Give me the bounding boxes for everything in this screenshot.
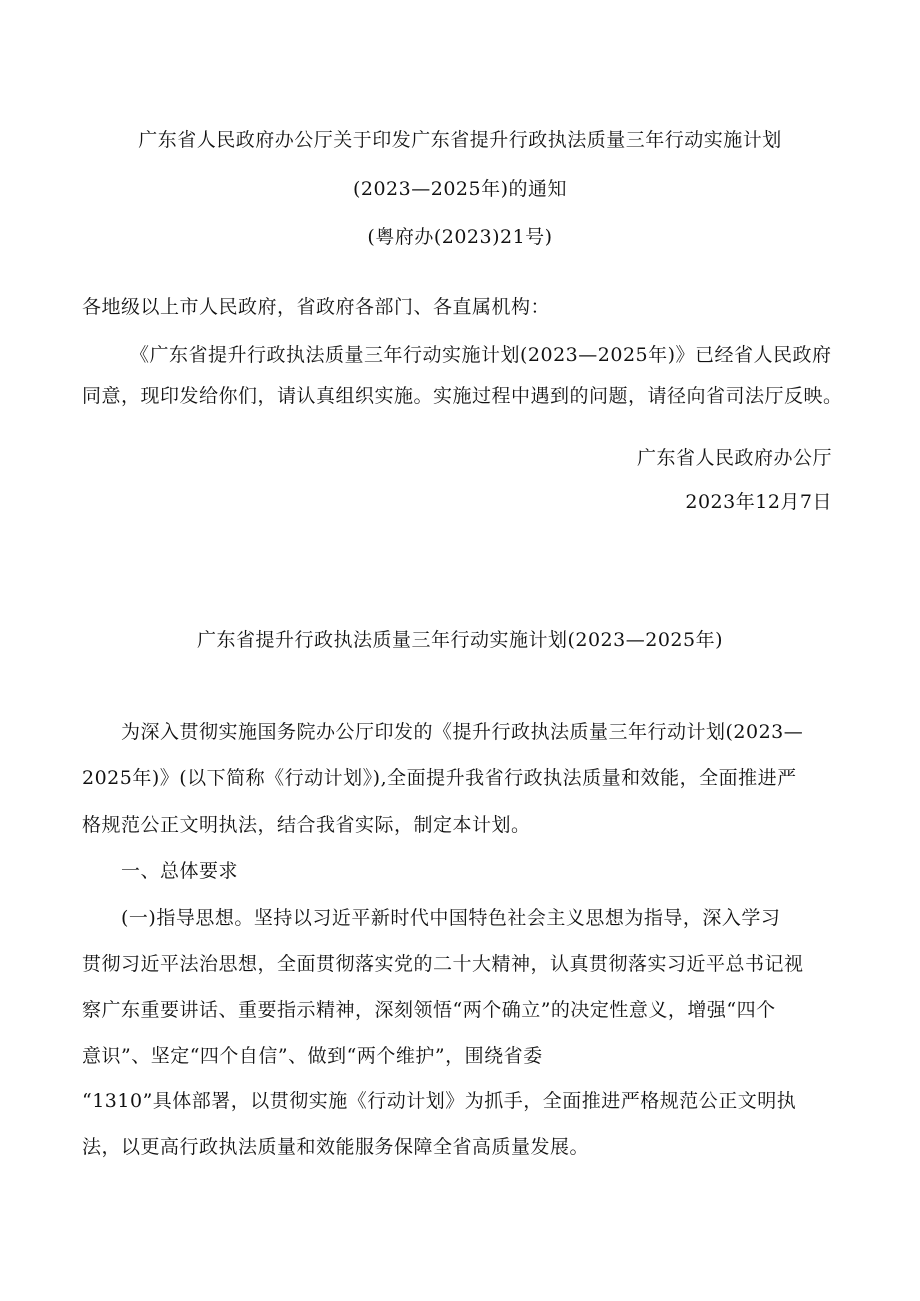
guiding-thought-line-6: 法，以更高行政执法质量和效能服务保障全省高质量发展。 bbox=[82, 1136, 590, 1158]
guiding-thought-line-3: 察广东重要讲话、重要指示精神，深刻领悟“两个确立”的决定性意义，增强“四个 bbox=[82, 999, 776, 1021]
notice-title-line-2: (2023—2025年)的通知 bbox=[352, 178, 568, 200]
guiding-thought-line-4: 意识”、坚定“四个自信”、做到“两个维护”，围绕省委 bbox=[82, 1045, 543, 1067]
notice-body-line-2: 同意，现印发给你们，请认真组织实施。实施过程中遇到的问题，请径向省司法厅反映。 bbox=[82, 385, 843, 407]
addressee: 各地级以上市人民政府，省政府各部门、各直属机构： bbox=[82, 296, 551, 318]
plan-intro-line-2: 2025年)》(以下简称《行动计划》),全面提升我省行政执法质量和效能，全面推进严 bbox=[82, 767, 797, 789]
notice-title-line-1: 广东省人民政府办公厅关于印发广东省提升行政执法质量三年行动实施计划 bbox=[138, 129, 782, 151]
plan-intro-line-1: 为深入贯彻实施国务院办公厅印发的《提升行政执法质量三年行动计划(2023— bbox=[121, 721, 804, 743]
issue-date: 2023年12月7日 bbox=[685, 491, 832, 513]
issuer-signature: 广东省人民政府办公厅 bbox=[636, 447, 832, 469]
section-heading-general-requirements: 一、总体要求 bbox=[121, 860, 239, 882]
plan-title: 广东省提升行政执法质量三年行动实施计划(2023—2025年) bbox=[196, 629, 724, 651]
document-number: (粤府办(2023)21号) bbox=[367, 226, 553, 248]
guiding-thought-line-5: “1310”具体部署，以贯彻实施《行动计划》为抓手，全面推进严格规范公正文明执 bbox=[82, 1090, 797, 1112]
plan-intro-line-3: 格规范公正文明执法，结合我省实际，制定本计划。 bbox=[82, 814, 531, 836]
guiding-thought-line-1: (一)指导思想。坚持以习近平新时代中国特色社会主义思想为指导，深入学习 bbox=[121, 907, 781, 929]
guiding-thought-line-2: 贯彻习近平法治思想，全面贯彻落实党的二十大精神，认真贯彻落实习近平总书记视 bbox=[82, 953, 804, 975]
notice-body-line-1: 《广东省提升行政执法质量三年行动实施计划(2023—2025年)》已经省人民政府 bbox=[130, 344, 832, 366]
